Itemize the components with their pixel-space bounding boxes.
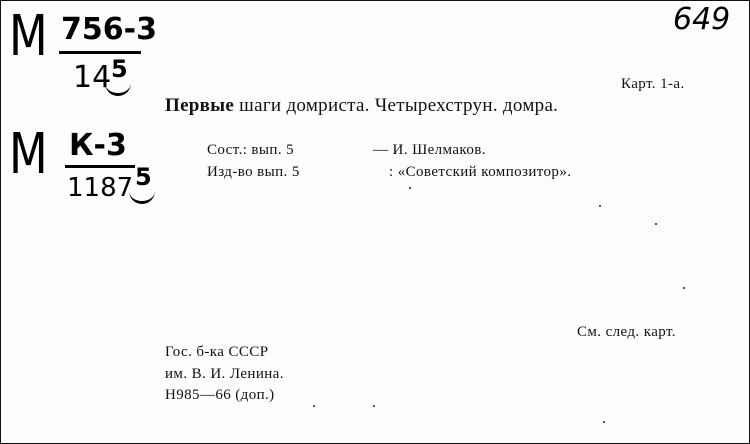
shelfmark-superscript-1: 5	[111, 55, 128, 83]
publisher-label: Изд-во вып. 5	[207, 164, 300, 180]
shelfmark-letter-2: M	[9, 122, 48, 187]
compiler-label: Сост.: вып. 5	[207, 142, 295, 158]
handwritten-number: 649	[673, 2, 731, 37]
shelfmark-top-2: К-3	[69, 128, 127, 163]
shelfmark-fraction-line-1	[59, 51, 141, 54]
shelfmark-top-1: 756-3	[61, 12, 157, 47]
library-line-1: Гос. б-ка СССР	[165, 344, 269, 360]
title-first-word: Первые	[165, 95, 235, 116]
title-rest: шаги домриста. Четырехструн. домра.	[239, 95, 559, 116]
see-next-card: См. след. карт.	[577, 324, 676, 340]
compiler-value: — И. Шелмаков.	[373, 142, 486, 158]
card-number: Карт. 1-а.	[621, 76, 685, 92]
title-line	[165, 95, 558, 117]
scan-speck	[373, 405, 375, 407]
scan-speck	[599, 205, 601, 207]
shelfmark-bottom-1: 14	[73, 60, 112, 95]
scan-speck	[683, 287, 685, 289]
scan-speck	[655, 223, 657, 225]
scan-speck	[313, 405, 315, 407]
scan-speck	[409, 187, 411, 189]
library-line-3: Н985—66 (доп.)	[165, 387, 275, 403]
scan-speck	[603, 421, 605, 423]
library-line-2: им. В. И. Ленина.	[165, 366, 284, 382]
shelfmark-letter-1: M	[9, 4, 48, 69]
shelfmark-fraction-line-2	[65, 165, 135, 168]
shelfmark-bottom-2: 1187	[67, 173, 134, 203]
shelfmark-superscript-2: 5	[135, 163, 152, 191]
publisher-value: : «Советский композитор».	[389, 164, 572, 180]
